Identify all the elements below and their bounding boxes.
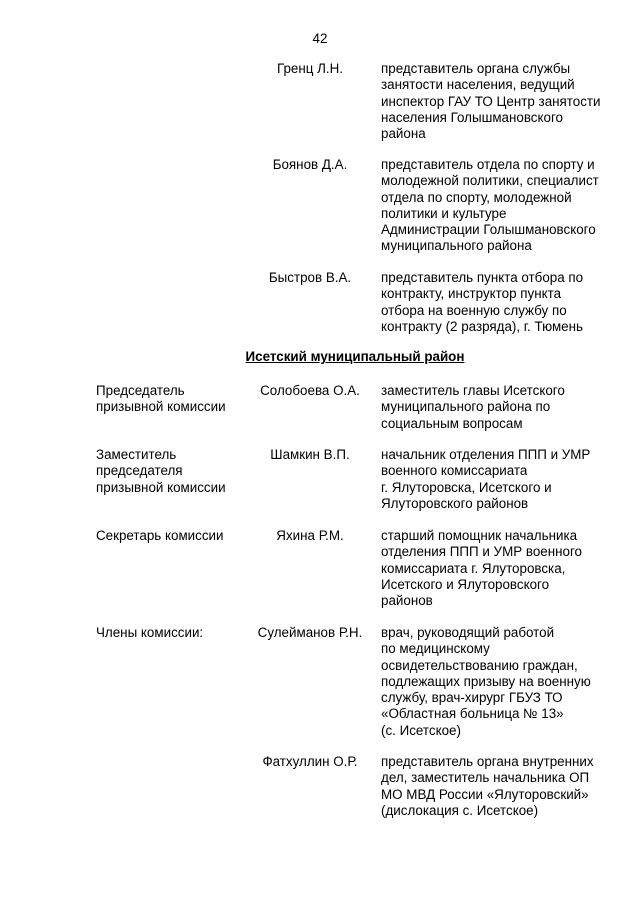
- position-line: МО МВД России «Ялуторовский»: [381, 786, 589, 802]
- position-line: занятости населения, ведущий: [381, 77, 575, 93]
- position-line: г. Ялуторовска, Исетского и: [381, 479, 552, 495]
- position-line: контракту, инструктор пункта: [381, 286, 562, 302]
- position-line: отбора на военную службу по: [381, 302, 567, 318]
- role-line: призывной комиссии: [96, 399, 226, 415]
- position-line: политики и культуре: [381, 205, 507, 221]
- position-line: молодежной политики, специалист: [381, 173, 599, 189]
- position-line: представитель пункта отбора по: [381, 270, 584, 285]
- position-line: (дислокация с. Исетское): [381, 802, 539, 818]
- position-line: муниципального района: [381, 238, 532, 254]
- position-line: «Областная больница № 13»: [381, 706, 564, 722]
- member-name: Быстров В.А.: [268, 270, 352, 285]
- commission-role: [96, 625, 246, 641]
- member-name: Боянов Д.А.: [272, 157, 348, 172]
- position-line: района: [381, 126, 426, 142]
- role-line: Секретарь комиссии: [96, 528, 224, 543]
- position-line: освидетельствованию граждан,: [381, 657, 578, 673]
- commission-role: [96, 383, 246, 416]
- position-line: представитель органа службы: [381, 61, 571, 76]
- member-name: Шамкин В.П.: [270, 447, 350, 462]
- member-name: Солобоева О.А.: [260, 383, 360, 398]
- position-line: инспектор ГАУ ТО Центр занятости: [381, 93, 601, 109]
- position-line: населения Голышмановского: [381, 109, 563, 125]
- position-line: (с. Исетское): [381, 722, 461, 738]
- position-line: Исетского и Ялуторовского: [381, 576, 550, 592]
- position-line: службу, врач-хирург ГБУЗ ТО: [381, 690, 563, 706]
- commission-role: [96, 528, 246, 544]
- position-line: отдела по спорту, молодежной: [381, 189, 572, 205]
- position-line: подлежащих призыву на военную: [381, 673, 591, 689]
- role-line: Заместитель: [96, 447, 177, 462]
- member-position: [381, 61, 626, 142]
- member-name: Гренц Л.Н.: [276, 61, 344, 76]
- position-line: врач, руководящий работой: [381, 625, 555, 640]
- position-line: представитель отдела по спорту и: [381, 157, 595, 172]
- position-line: муниципального района по: [381, 399, 551, 415]
- page-number: 42: [312, 31, 328, 46]
- role-line: председателя: [96, 463, 183, 479]
- role-line: призывной комиссии: [96, 479, 226, 495]
- role-line: Члены комиссии:: [96, 625, 204, 640]
- member-name: Сулейманов Р.Н.: [257, 625, 363, 640]
- position-line: представитель органа внутренних: [381, 754, 594, 769]
- section-title: Исетский муниципальный район: [245, 349, 465, 364]
- position-line: старший помощник начальника: [381, 528, 578, 543]
- position-line: Администрации Голышмановского: [381, 222, 596, 238]
- position-line: отделения ППП и УМР военного: [381, 544, 583, 560]
- position-line: начальник отделения ППП и УМР: [381, 447, 591, 462]
- position-line: районов: [381, 593, 433, 609]
- position-line: дел, заместитель начальника ОП: [381, 770, 590, 786]
- position-line: по медицинскому: [381, 641, 490, 657]
- role-line: Председатель: [96, 383, 185, 398]
- member-position: [381, 447, 626, 512]
- member-name: Яхина Р.М.: [276, 528, 344, 543]
- commission-role: [96, 447, 246, 496]
- position-line: заместитель главы Исетского: [381, 383, 565, 398]
- member-position: [381, 754, 626, 819]
- position-line: контракту (2 разряда), г. Тюмень: [381, 318, 584, 334]
- position-line: социальным вопросам: [381, 415, 523, 431]
- member-position: [381, 625, 626, 739]
- member-position: [381, 383, 626, 432]
- member-position: [381, 270, 626, 335]
- position-line: Ялуторовского районов: [381, 495, 529, 511]
- member-name: Фатхуллин О.Р.: [262, 754, 358, 769]
- position-line: комиссариата г. Ялуторовска,: [381, 560, 566, 576]
- member-position: [381, 157, 626, 255]
- member-position: [381, 528, 626, 609]
- position-line: военного комиссариата: [381, 463, 528, 479]
